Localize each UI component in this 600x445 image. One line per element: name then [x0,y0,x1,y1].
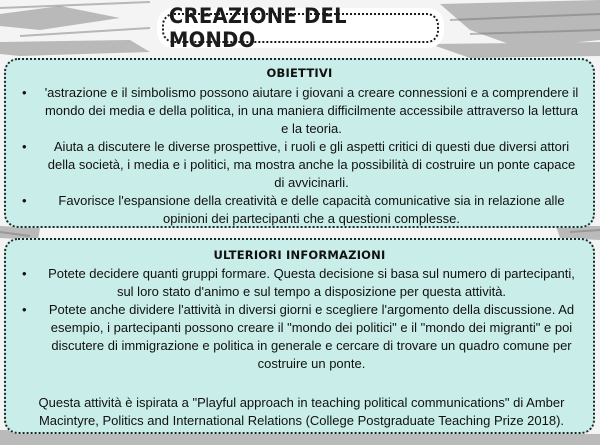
objectives-heading: OBIETTIVI [266,66,333,80]
page-title: CREAZIONE DEL MONDO [168,4,347,52]
list-item [16,192,585,228]
source-note: Questa attività è ispirata a "Playful approach in teaching political communications" di Amber Macintyre, Politics and International Relations (College Postgraduate Teaching Prize 2018). [38,395,565,428]
page-title-badge [159,4,442,52]
further-info-panel [4,238,595,434]
bullet-icon: • [22,85,27,100]
bullet-icon: • [22,139,27,154]
bullet-icon: • [22,302,27,317]
objectives-panel [4,58,595,228]
further-info-list [16,265,585,373]
list-item [16,301,585,373]
list-item [16,84,585,138]
bullet-icon: • [22,193,27,208]
further-info-heading: ULTERIORI INFORMAZIONI [213,248,386,262]
list-item-text: Potete decidere quanti gruppi formare. Questa decisione si basa sul numero di partecipanti, sul loro stato d'animo e sul tempo a disposizione per questa attività. [48,266,575,299]
bullet-icon: • [22,266,27,281]
list-item-text: Aiuta a discutere le diverse prospettive, i ruoli e gli aspetti critici di questi due diversi attori della società, i media e i politici, ma mostra anche la possibilità di costruire un ponte capace di avvicinarli. [47,139,576,190]
list-item [16,265,585,301]
list-item-text: 'astrazione e il simbolismo possono aiutare i giovani a creare connessioni e a comprendere il mondo dei media e della politica, in una maniera difficilmente accessibile attraverso la lettura e la teoria. [44,85,579,136]
objectives-list [16,84,585,228]
list-item [16,138,585,192]
list-item-text: Favorisce l'espansione della creatività e delle capacità comunicative sia in relazione alle opinioni dei partecipanti che a questioni complesse. [58,193,565,226]
list-item-text: Potete anche dividere l'attività in diversi giorni e scegliere l'argomento della discussione. Ad esempio, i partecipanti possono creare il "mondo dei politici" e il "mondo dei migranti" e poi discutere di immigrazione e politica in generale e cercare di trovare un quadro comune per costruire un ponte. [48,302,575,371]
